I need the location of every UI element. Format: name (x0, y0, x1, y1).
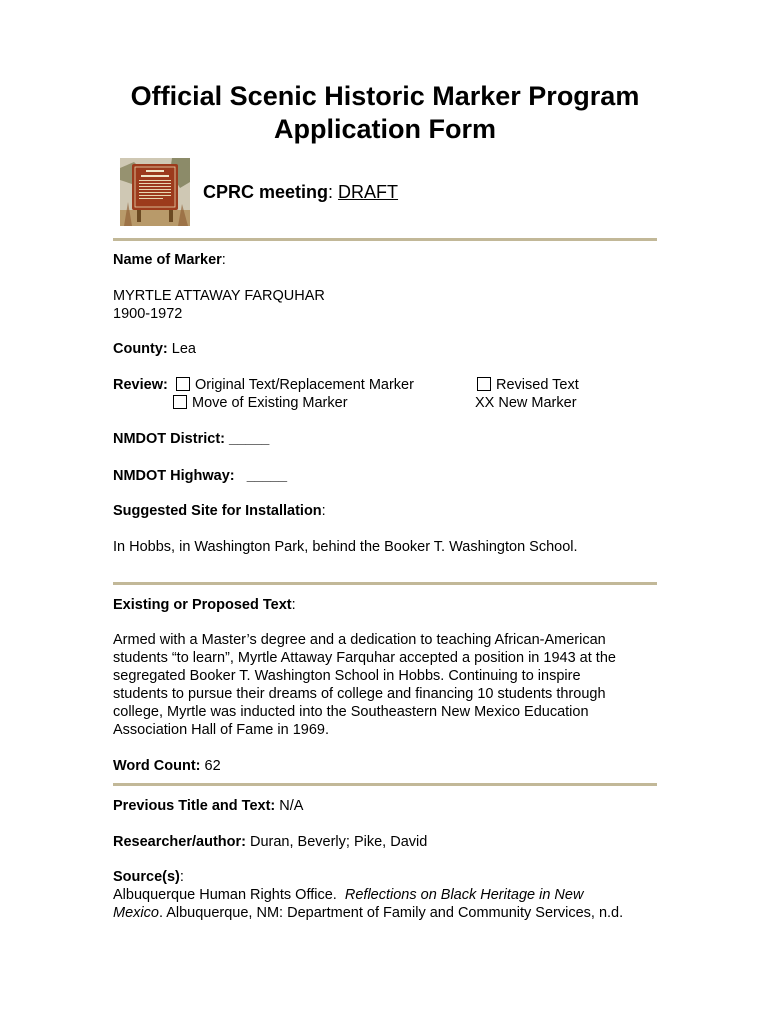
review-option-move-marker[interactable] (173, 394, 348, 412)
suggested-site-colon: : (321, 503, 326, 519)
historic-marker-photo (120, 158, 190, 226)
original-text-checkbox[interactable] (176, 377, 190, 391)
nmdot-highway-label: NMDOT Highway: (113, 468, 235, 484)
proposed-text-colon: : (291, 597, 296, 613)
marker-name-heading (113, 251, 226, 269)
proposed-text-line: students “to learn”, Myrtle Attaway Farquhar accepted a position in 1943 at the (113, 650, 616, 666)
historic-marker-sign-icon (120, 158, 190, 226)
researcher-field (113, 833, 427, 851)
previous-title-field (113, 797, 303, 815)
nmdot-district-value: _____ (229, 431, 270, 447)
suggested-site-value: In Hobbs, in Washington Park, behind the Booker T. Washington School. (113, 539, 578, 555)
nmdot-highway-field (113, 467, 287, 485)
marker-name-value-2: 1900-1972 (113, 306, 183, 322)
source-title-part-2: Mexico (113, 905, 159, 921)
move-marker-checkbox[interactable] (173, 395, 187, 409)
move-marker-label: Move of Existing Marker (192, 395, 348, 411)
proposed-text-line: Association Hall of Fame in 1969. (113, 722, 329, 738)
source-publisher: Albuquerque Human Rights Office. (113, 887, 337, 903)
previous-title-value: N/A (279, 798, 304, 814)
county-value: Lea (171, 341, 196, 357)
researcher-label: Researcher/author: (113, 834, 246, 850)
sources-label: Source(s) (113, 869, 180, 885)
original-text-label: Original Text/Replacement Marker (195, 377, 414, 393)
sources-colon: : (179, 869, 184, 885)
previous-title-label: Previous Title and Text: (113, 798, 276, 814)
cprc-meeting-colon: : (328, 182, 334, 202)
word-count-field (113, 757, 221, 775)
cprc-meeting-value: DRAFT (338, 182, 399, 202)
section-divider-2 (113, 582, 657, 585)
proposed-text-body (113, 631, 658, 739)
county-label: County: (113, 341, 168, 357)
word-count-value: 62 (204, 758, 221, 774)
source-citation-line-1 (113, 886, 583, 904)
word-count-label: Word Count: (113, 758, 201, 774)
source-title-part-1: Reflections on Black Heritage in New (344, 887, 584, 903)
marker-name-colon: : (221, 252, 226, 268)
suggested-site-label: Suggested Site for Installation (113, 503, 322, 519)
form-title-line-2: Application Form (274, 114, 496, 144)
suggested-site-heading (113, 502, 326, 520)
review-option-new-marker: XX New Marker (475, 395, 577, 411)
county-field (113, 340, 196, 358)
researcher-value: Duran, Beverly; Pike, David (250, 834, 428, 850)
marker-name-value-1: MYRTLE ATTAWAY FARQUHAR (113, 288, 325, 304)
proposed-text-line: students to pursue their dreams of college and financing 10 students through (113, 686, 606, 702)
sources-heading (113, 868, 184, 886)
proposed-text-line: Armed with a Master’s degree and a dedication to teaching African-American (113, 632, 606, 648)
nmdot-highway-value: _____ (246, 468, 288, 484)
revised-text-checkbox[interactable] (477, 377, 491, 391)
source-publication-info: . Albuquerque, NM: Department of Family and Community Services, n.d. (158, 905, 624, 921)
proposed-text-line: college, Myrtle was inducted into the Southeastern New Mexico Education (113, 704, 589, 720)
proposed-text-heading (113, 596, 296, 614)
marker-name-label: Name of Marker (113, 252, 222, 268)
proposed-text-label: Existing or Proposed Text (113, 597, 292, 613)
nmdot-district-label: NMDOT District: (113, 431, 225, 447)
review-option-original-text[interactable] (176, 376, 414, 394)
revised-text-label: Revised Text (496, 377, 579, 393)
cprc-meeting (203, 182, 398, 203)
form-title (0, 80, 770, 146)
proposed-text-line: segregated Booker T. Washington School in Hobbs. Continuing to inspire (113, 668, 581, 684)
cprc-meeting-label: CPRC meeting (203, 182, 329, 202)
source-citation-line-2 (113, 904, 623, 922)
review-label: Review: (113, 377, 168, 393)
section-divider-3 (113, 783, 657, 786)
form-title-line-1: Official Scenic Historic Marker Program (130, 81, 640, 111)
section-divider-1 (113, 238, 657, 241)
review-option-revised-text[interactable] (477, 376, 579, 394)
nmdot-district-field (113, 430, 269, 448)
